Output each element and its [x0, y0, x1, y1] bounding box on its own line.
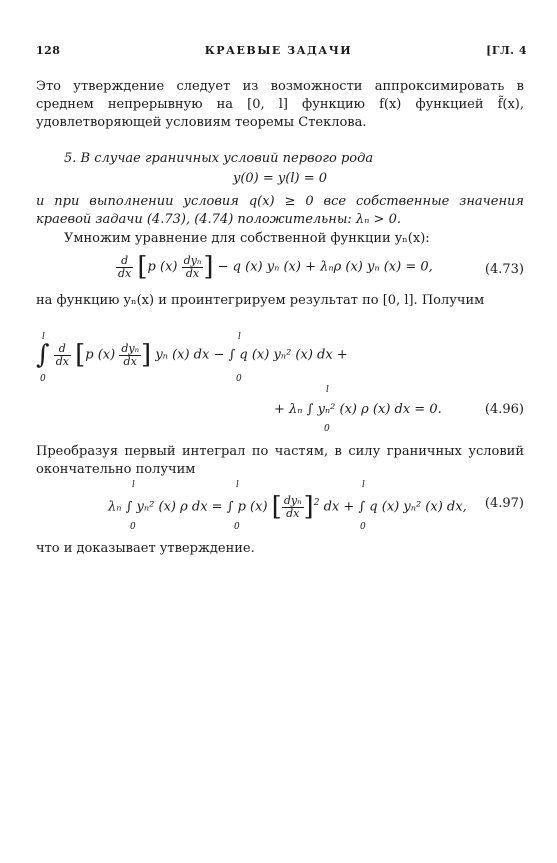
eq473-number: (4.73): [484, 262, 524, 277]
page-number: 128: [36, 44, 61, 57]
eq496-line-2: + λₙ ∫ yₙ² (x) ρ (x) dx = 0.: [274, 402, 442, 417]
eq473-rest: − q (x) yₙ (x) + λₙρ (x) yₙ (x) = 0,: [217, 259, 433, 275]
eq497-rhs: dx + ∫ q (x) yₙ² (x) dx,: [323, 499, 467, 515]
eq496-line-1: yₙ (x) dx − ∫ q (x) yₙ² (x) dx +: [155, 347, 348, 363]
chapter-label: [ГЛ. 4: [486, 44, 527, 57]
boundary-condition: y(0) = y(l) = 0: [233, 171, 327, 186]
frac-dyn-dx-497: $\frac{\text{dyₙ}}{dx}$: [283, 493, 302, 520]
paragraph-5: что и доказывает утверждение.: [36, 541, 255, 556]
eq497-lhs: λₙ ∫ yₙ² (x) ρ dx = ∫ p (x): [108, 499, 268, 515]
item-5-line-2: и при выполнении условия q(x) ≥ 0 все собственные значения краевой задачи (4.73), (4.74) положительны: λₙ > 0.: [36, 194, 524, 227]
running-title: КРАЕВЫЕ ЗАДАЧИ: [204, 44, 353, 57]
frac-dyn-dx: $\frac{\text{dyₙ}}{dx}$: [183, 253, 202, 280]
equation-4-73: $\frac{d}{dx}$ [p (x) $\frac{\text{dyₙ}}{dx}$ ] − q (x) yₙ (x) + λₙρ (x) yₙ (x) = 0, (4.73): [118, 252, 524, 282]
equation-4-97: l 0 l 0 l 0 λₙ ∫ yₙ² (x) ρ dx = ∫ p (x) [ $\frac{\text{dyₙ}}{dx}$ ]$^2$ dx + ∫ q (x) yₙ² (x) dx, (4.97): [108, 480, 524, 532]
paragraph-1: Это утверждение следует из возможности аппроксимировать в среднем непрерывную на [0, l] функцию f(x) функцией f̃(x), удовлетворяющей условиям теоремы Стеклова.: [36, 79, 524, 130]
paragraph-2: Умножим уравнение для собственной функции yₙ(x):: [64, 231, 430, 246]
frac-d-dx: $\frac{d}{dx}$: [118, 253, 132, 280]
eq496-number: (4.96): [484, 402, 524, 417]
item-5-line-1: 5. В случае граничных условий первого рода: [64, 151, 374, 166]
equation-4-96: l 0 ∫ $\frac{d}{dx}$ [p (x) $\frac{\text{dyₙ}}{dx}$ ] yₙ (x) dx − ∫ q (x) yₙ² (x) dx + l 0 l 0 + λₙ ∫ yₙ² (x) ρ (x) dx = 0. (4.96): [36, 332, 524, 434]
paragraph-4: Преобразуя первый интеграл по частям, в силу граничных условий окончательно получим: [36, 444, 524, 477]
paragraph-3: на функцию yₙ(x) и проинтегрируем результат по [0, l]. Получим: [36, 293, 485, 308]
eq497-number: (4.97): [484, 496, 524, 511]
